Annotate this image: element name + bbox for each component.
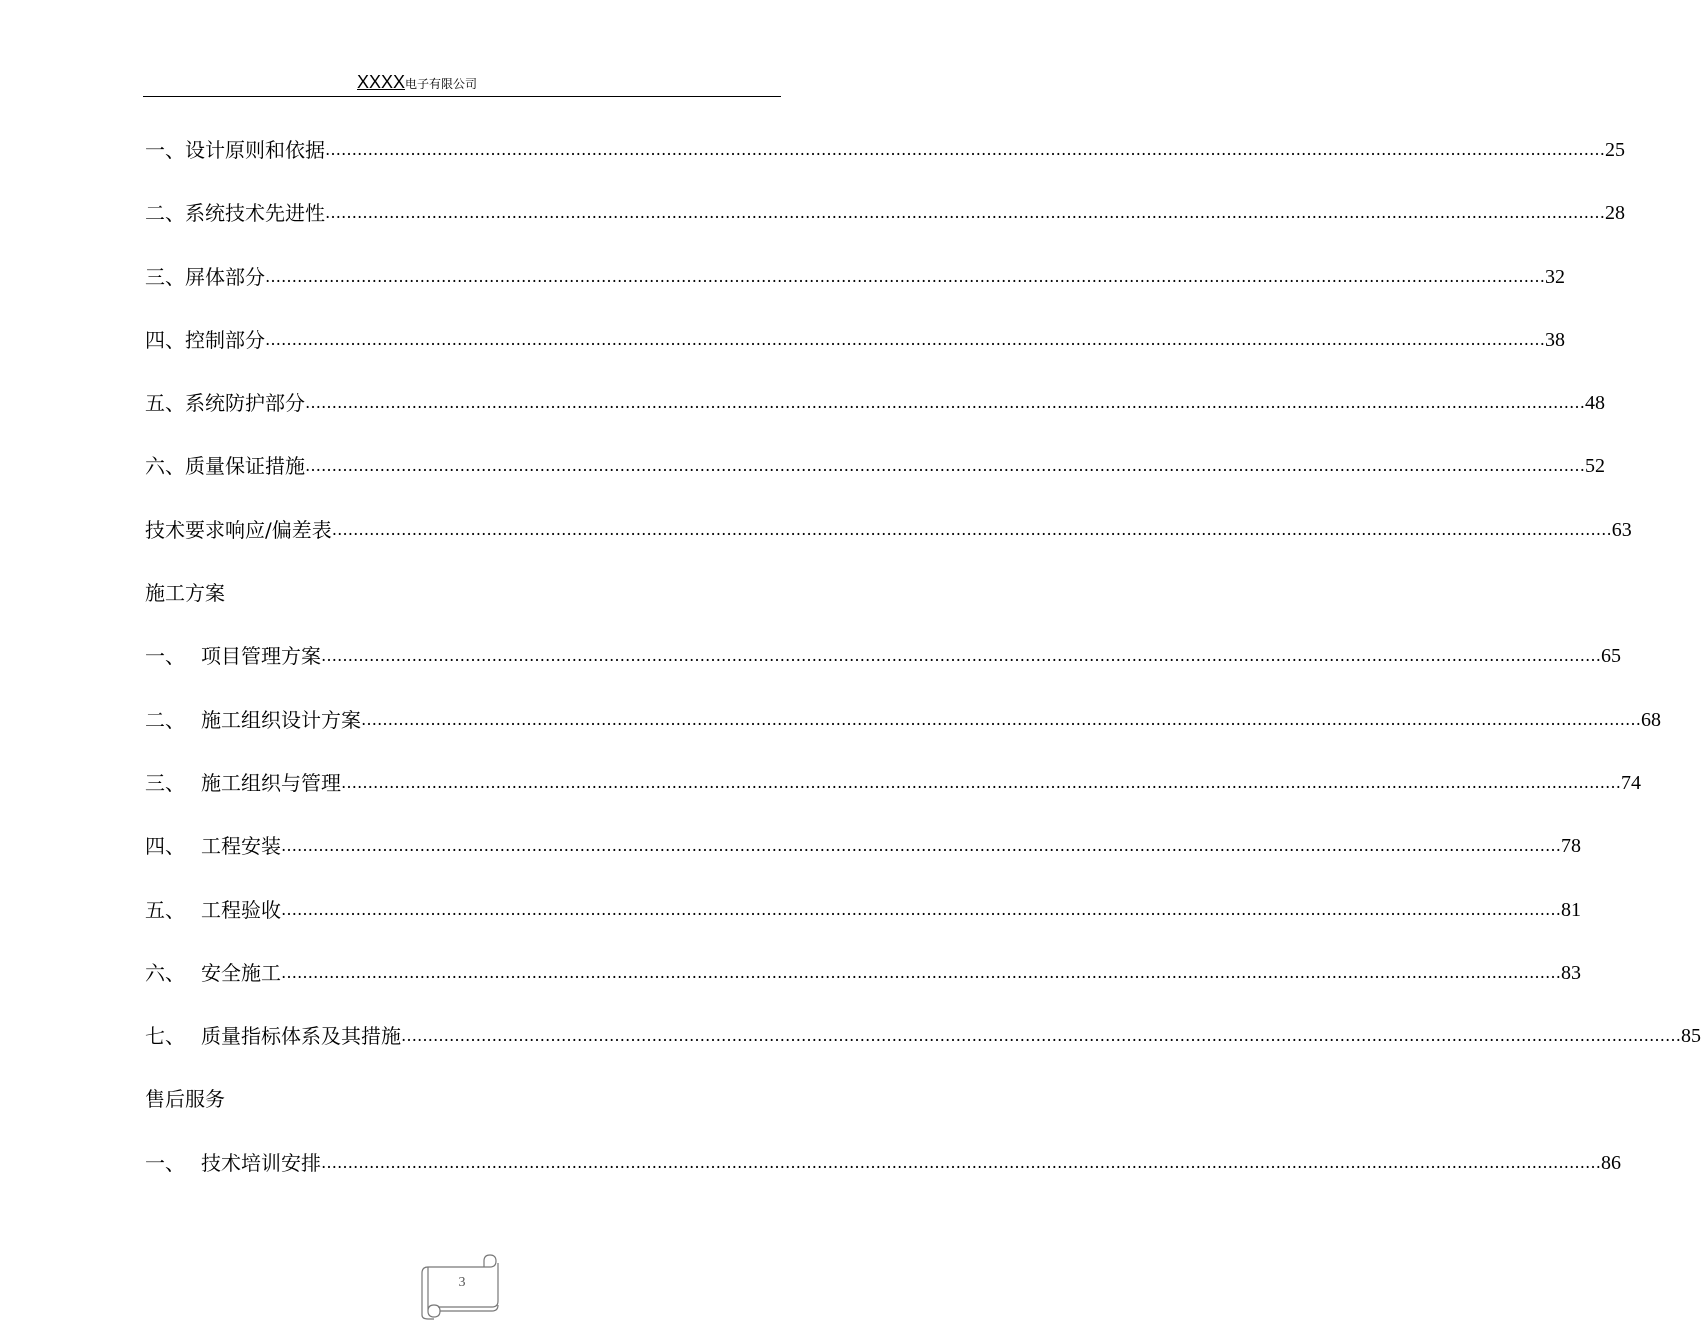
toc-dot-leader: …………………………………………………………………………………………………………………………………………………………………………………………………………………… — [281, 836, 1561, 856]
toc-entry-title — [145, 1081, 225, 1117]
toc-page-number: 65 — [1601, 645, 1621, 668]
toc-page-number: 74 — [1621, 771, 1641, 794]
toc-entry-title — [145, 322, 265, 358]
toc-page-number: 25 — [1605, 139, 1625, 161]
toc-entry-title — [145, 259, 265, 295]
toc-page-number: 52 — [1585, 455, 1605, 478]
toc-page-number: 48 — [1585, 392, 1605, 415]
toc-dot-leader: …………………………………………………………………………………………………………………………………………………………………………………………………………………… — [341, 772, 1621, 792]
toc-entry[interactable] — [145, 1018, 1701, 1081]
toc-entry-title — [145, 132, 325, 168]
toc-entry-label: 售后服务 — [145, 1087, 225, 1112]
toc-entry[interactable] — [145, 132, 1625, 195]
toc-entry[interactable] — [145, 638, 1621, 701]
toc-entry-title — [145, 385, 305, 421]
toc-entry-label: 二、系统技术先进性 — [145, 201, 325, 226]
toc-dot-leader: …………………………………………………………………………………………………………………………………………………………………………………………………………………… — [281, 962, 1561, 982]
toc-entry[interactable] — [145, 322, 1565, 385]
toc-entry-number: 一、 — [145, 644, 185, 669]
toc-dot-leader: …………………………………………………………………………………………………………………………………………………………………………………………………………………… — [305, 456, 1585, 476]
toc-entry-title — [145, 195, 325, 231]
toc-entry[interactable] — [145, 1145, 1621, 1208]
toc-entry-label: 一、设计原则和依据 — [145, 138, 325, 162]
toc-entry-title — [145, 575, 225, 611]
toc-entry[interactable] — [145, 385, 1605, 448]
toc-entry-title — [145, 702, 361, 738]
toc-entry-number: 三、 — [145, 770, 185, 795]
toc-entry-label: 工程验收 — [201, 897, 281, 922]
toc-section-heading — [145, 575, 745, 638]
toc-entry-label: 施工方案 — [145, 581, 225, 606]
toc-entry-label: 施工组织与管理 — [201, 770, 341, 795]
table-of-contents — [145, 132, 1701, 1208]
toc-page-number: 28 — [1605, 202, 1625, 225]
toc-entry[interactable] — [145, 955, 1581, 1018]
toc-entry-title — [145, 1145, 321, 1181]
toc-entry-number: 一、 — [145, 1150, 185, 1175]
header-brand: XXXX — [357, 72, 406, 92]
toc-entry-number: 五、 — [145, 897, 185, 922]
toc-entry-title — [145, 512, 332, 548]
toc-dot-leader: …………………………………………………………………………………………………………………………………………………………………………………………………………………… — [401, 1026, 1681, 1046]
toc-page-number: 86 — [1601, 1151, 1621, 1174]
toc-page-number: 78 — [1561, 835, 1581, 858]
toc-entry[interactable] — [145, 702, 1661, 765]
page-footer — [418, 1253, 508, 1321]
toc-entry-label: 四、控制部分 — [145, 327, 265, 352]
toc-page-number: 63 — [1611, 518, 1632, 541]
toc-entry-label: 技术要求响应/偏差表 — [145, 517, 332, 542]
page-header — [143, 70, 781, 97]
toc-entry-label: 三、屏体部分 — [145, 264, 265, 289]
toc-entry[interactable] — [145, 765, 1641, 828]
toc-entry-number: 七、 — [145, 1024, 185, 1049]
toc-entry[interactable] — [145, 448, 1605, 511]
toc-dot-leader: …………………………………………………………………………………………………………………………………………………………………………………………………………………… — [331, 519, 1612, 539]
toc-entry[interactable] — [145, 195, 1625, 258]
toc-entry[interactable] — [145, 892, 1581, 955]
toc-entry-title — [145, 1018, 401, 1054]
toc-entry[interactable] — [145, 512, 1632, 575]
toc-entry-title — [145, 638, 321, 674]
toc-entry-title — [145, 448, 305, 484]
toc-dot-leader: …………………………………………………………………………………………………………………………………………………………………………………………………………………… — [325, 140, 1605, 159]
toc-dot-leader: …………………………………………………………………………………………………………………………………………………………………………………………………………………… — [321, 1152, 1601, 1172]
page-number: 3 — [458, 1275, 466, 1290]
toc-entry[interactable] — [145, 828, 1581, 891]
toc-entry-title — [145, 828, 281, 864]
toc-page-number: 83 — [1561, 961, 1581, 984]
toc-entry-title — [145, 955, 281, 991]
toc-dot-leader: …………………………………………………………………………………………………………………………………………………………………………………………………………………… — [321, 646, 1601, 666]
header-text — [357, 72, 477, 93]
toc-entry[interactable] — [145, 259, 1565, 322]
toc-entry-label: 质量指标体系及其措施 — [201, 1024, 401, 1049]
toc-dot-leader: …………………………………………………………………………………………………………………………………………………………………………………………………………………… — [265, 329, 1545, 349]
toc-dot-leader: …………………………………………………………………………………………………………………………………………………………………………………………………………………… — [265, 266, 1545, 286]
toc-entry-label: 项目管理方案 — [201, 644, 321, 669]
toc-page-number: 85 — [1681, 1025, 1701, 1048]
toc-entry-label: 工程安装 — [201, 834, 281, 859]
toc-entry-label: 施工组织设计方案 — [201, 707, 361, 732]
toc-entry-number: 二、 — [145, 707, 185, 732]
toc-section-heading — [145, 1081, 745, 1144]
toc-page-number: 68 — [1641, 708, 1661, 731]
toc-page-number: 32 — [1545, 265, 1565, 288]
toc-dot-leader: …………………………………………………………………………………………………………………………………………………………………………………………………………………… — [361, 709, 1641, 729]
toc-entry-label: 五、系统防护部分 — [145, 391, 305, 416]
toc-page-number: 38 — [1545, 328, 1565, 351]
toc-entry-title — [145, 892, 281, 928]
toc-entry-label: 技术培训安排 — [201, 1150, 321, 1175]
toc-entry-number: 四、 — [145, 834, 185, 859]
toc-entry-number: 六、 — [145, 960, 185, 985]
toc-dot-leader: …………………………………………………………………………………………………………………………………………………………………………………………………………………… — [305, 393, 1585, 413]
toc-entry-title — [145, 765, 341, 801]
header-company: 电子有限公司 — [405, 77, 478, 91]
toc-entry-label: 安全施工 — [201, 960, 281, 985]
toc-dot-leader: …………………………………………………………………………………………………………………………………………………………………………………………………………………… — [281, 899, 1561, 919]
toc-entry-label: 六、质量保证措施 — [145, 454, 305, 479]
toc-page-number: 81 — [1561, 898, 1581, 921]
toc-dot-leader: …………………………………………………………………………………………………………………………………………………………………………………………………………………… — [325, 203, 1605, 223]
